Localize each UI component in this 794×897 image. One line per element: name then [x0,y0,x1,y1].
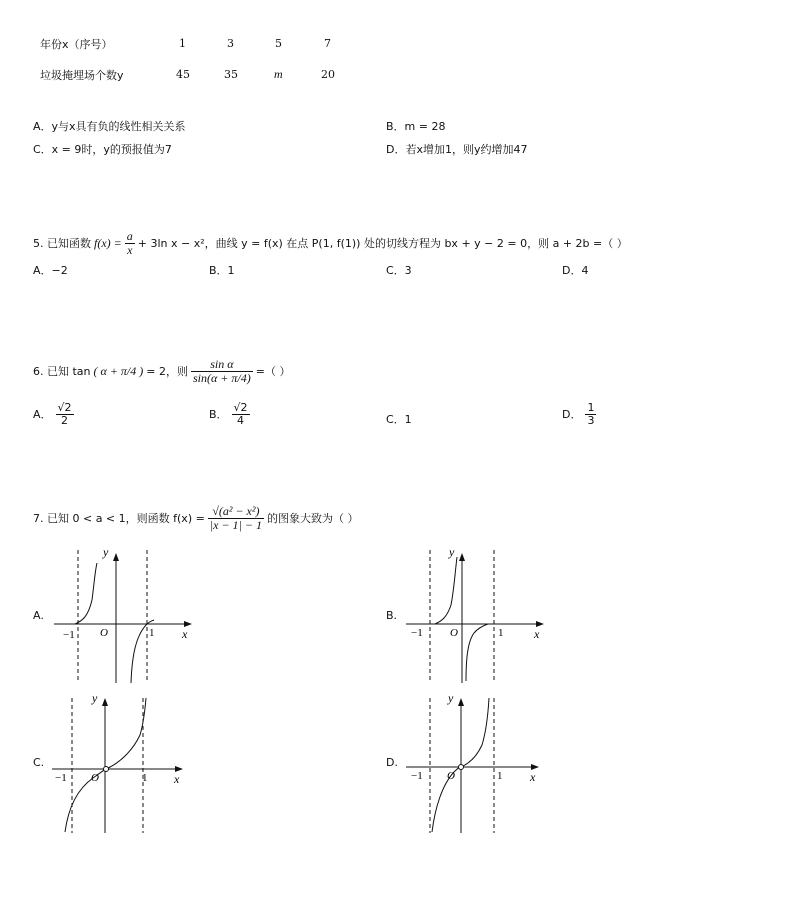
origin-label: O [91,772,99,784]
q6-option-b [209,402,250,426]
q5-option-d: D．4 [562,264,589,277]
q4-option-b: B．m = 28 [386,120,446,133]
q6-option-a [33,402,74,426]
arrow-icon [458,698,464,706]
arrow-icon [102,698,108,706]
q7-stem [33,498,358,538]
y-label: y [92,691,98,705]
table-cell: 20 [321,68,335,81]
tick-label: −1 [411,627,423,639]
tick-label: 1 [498,627,504,639]
table-cell: 5 [275,37,282,50]
q7-stem-end: 的图象大致为（ ） [266,512,359,525]
q5-fraction [125,230,135,256]
arrow-icon [113,553,119,561]
q5-option-a: A．−2 [33,264,68,277]
x-label: x [534,627,540,641]
origin-label: O [450,627,458,639]
right-paren: ) [139,363,144,378]
option-letter: D． [562,408,582,422]
option-letter: B． [209,408,228,422]
table-cell: m [274,67,283,81]
q7-frac-num: √(a² − x²) [208,505,264,519]
q5-stem-pre: 5. 已知函数 [33,237,91,250]
table-cell: 45 [176,68,190,81]
left-paren: ( [93,363,98,378]
q6-b-fraction [232,402,250,426]
frac-num: √2 [57,401,72,414]
q6-d-fraction [585,402,596,426]
q7-graph-a [50,545,200,685]
q6-frac-den: sin(α + π/4) [192,370,251,385]
q7-label-c: C. [33,756,45,769]
table-cell: 35 [224,68,238,81]
x-label: x [530,770,536,784]
table-cell: 1 [179,37,186,50]
option-letter: A． [33,408,52,422]
tick-label: −1 [63,629,75,641]
q5-frac-num: a [126,228,133,243]
q5-stem [33,226,628,260]
frac-num: √2 [233,401,248,414]
table-row2-label: 垃圾掩埋场个数y [40,69,124,82]
q7-graph-c [48,690,198,835]
q5-fx: f(x) = [94,235,122,250]
x-label: x [182,627,188,641]
q5-option-c: C．3 [386,264,412,277]
q6-stem [33,346,290,396]
q7-frac-den: |x − 1| − 1 [209,517,262,532]
frac-den: 4 [237,413,245,427]
table-row1-label: 年份x（序号） [40,38,113,51]
q4-option-d: D．若x增加1，则y约增加47 [386,143,528,156]
q7-stem-pre: 7. 已知 0 < a < 1，则函数 f(x) = [33,512,205,525]
q5-option-b: B．1 [209,264,235,277]
q4-option-c: C．x = 9时，y的预报值为7 [33,143,172,156]
curve-right [466,624,488,681]
tick-label: 1 [142,772,148,784]
table-cell: 7 [324,37,331,50]
q7-graph-d [402,690,552,835]
open-point [104,767,109,772]
arrow-icon [459,553,465,561]
tick-label: 1 [149,627,155,639]
q7-label-a: A. [33,609,44,622]
q6-stem-mid: = 2，则 [146,365,188,378]
q6-a-fraction [56,402,74,426]
q6-option-d [562,402,596,426]
q6-frac-num: sin α [191,358,253,372]
y-label: y [103,545,109,559]
q6-tan-arg: α + π/4 [100,363,137,378]
q7-label-d: D. [386,756,398,769]
frac-den: 3 [587,413,595,427]
table-cell: 3 [227,37,234,50]
q6-fraction [191,358,253,384]
q7-fraction [208,505,264,531]
origin-label: O [100,627,108,639]
frac-num: 1 [587,401,595,414]
q6-option-c: C．1 [386,413,412,426]
q7-label-b: B. [386,609,398,622]
q5-stem-mid: + 3ln x − x²，曲线 y = f(x) 在点 P(1, f(1)) 处的切线方程为 bx + y − 2 = 0，则 a + 2b =（ ） [137,237,628,250]
curve-left [435,557,457,624]
tick-label: 1 [497,770,503,782]
open-point [459,765,464,770]
q7-graph-b [402,545,552,685]
frac-den: 2 [61,413,69,427]
q6-stem-end: =（ ） [255,365,291,378]
q6-stem-pre: 6. 已知 tan [33,365,91,378]
origin-label: O [447,770,455,782]
q4-option-a: A．y与x具有负的线性相关关系 [33,120,186,133]
y-label: y [449,545,455,559]
tick-label: −1 [411,770,423,782]
q5-frac-den: x [127,242,133,257]
y-label: y [448,691,454,705]
x-label: x [174,772,180,786]
tick-label: −1 [55,772,67,784]
